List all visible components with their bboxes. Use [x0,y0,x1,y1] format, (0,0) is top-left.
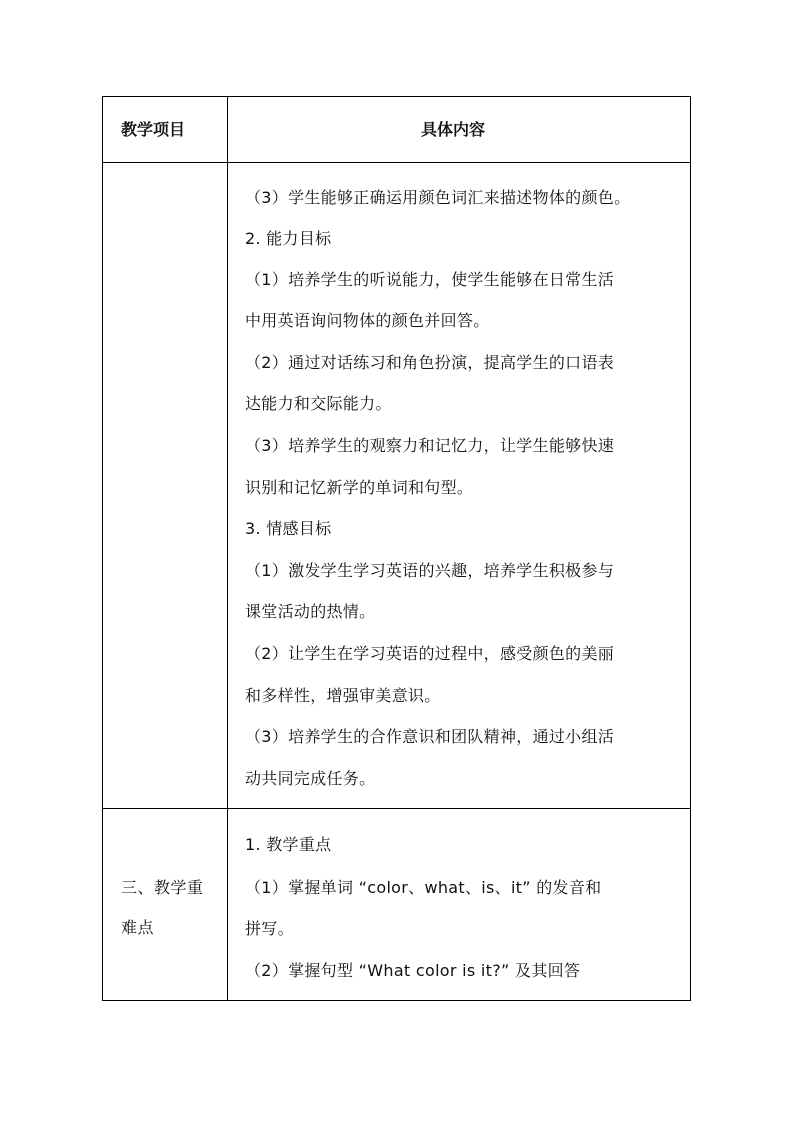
content-line: 3. 情感目标 [245,519,332,538]
content-line: （3）培养学生的合作意识和团队精神，通过小组活 [245,727,615,746]
content-line: （1）培养学生的听说能力，使学生能够在日常生活 [245,270,615,289]
content-line: （2）通过对话练习和角色扮演，提高学生的口语表 [245,353,615,372]
content-line: 课堂活动的热情。 [245,602,376,621]
content-line: 拼写。 [245,919,294,938]
content-line: 动共同完成任务。 [245,769,376,788]
header-specific-content: 具体内容 [421,120,486,139]
row-divider [103,808,690,809]
content-line: 和多样性，增强审美意识。 [245,686,441,705]
content-line: （1）激发学生学习英语的兴趣，培养学生积极参与 [245,561,615,580]
content-line: （3）学生能够正确运用颜色词汇来描述物体的颜色。 [245,188,631,207]
header-row-divider [103,162,690,163]
lesson-plan-table [102,96,691,1001]
content-line: 1. 教学重点 [245,835,332,854]
content-line: （2）掌握句型 “What color is it?” 及其回答 [245,961,581,980]
content-line: 中用英语询问物体的颜色并回答。 [245,311,490,330]
column-divider [227,97,228,1000]
content-line: （1）掌握单词 “color、what、is、it” 的发音和 [245,878,602,897]
content-line: 达能力和交际能力。 [245,394,392,413]
header-teaching-item: 教学项目 [121,120,186,139]
section-label-line2: 难点 [121,918,155,937]
content-line: 识别和记忆新学的单词和句型。 [245,478,474,497]
section-label-line1: 三、教学重 [121,878,204,897]
content-line: 2. 能力目标 [245,229,332,248]
content-line: （3）培养学生的观察力和记忆力，让学生能够快速 [245,436,615,455]
content-line: （2）让学生在学习英语的过程中，感受颜色的美丽 [245,644,615,663]
